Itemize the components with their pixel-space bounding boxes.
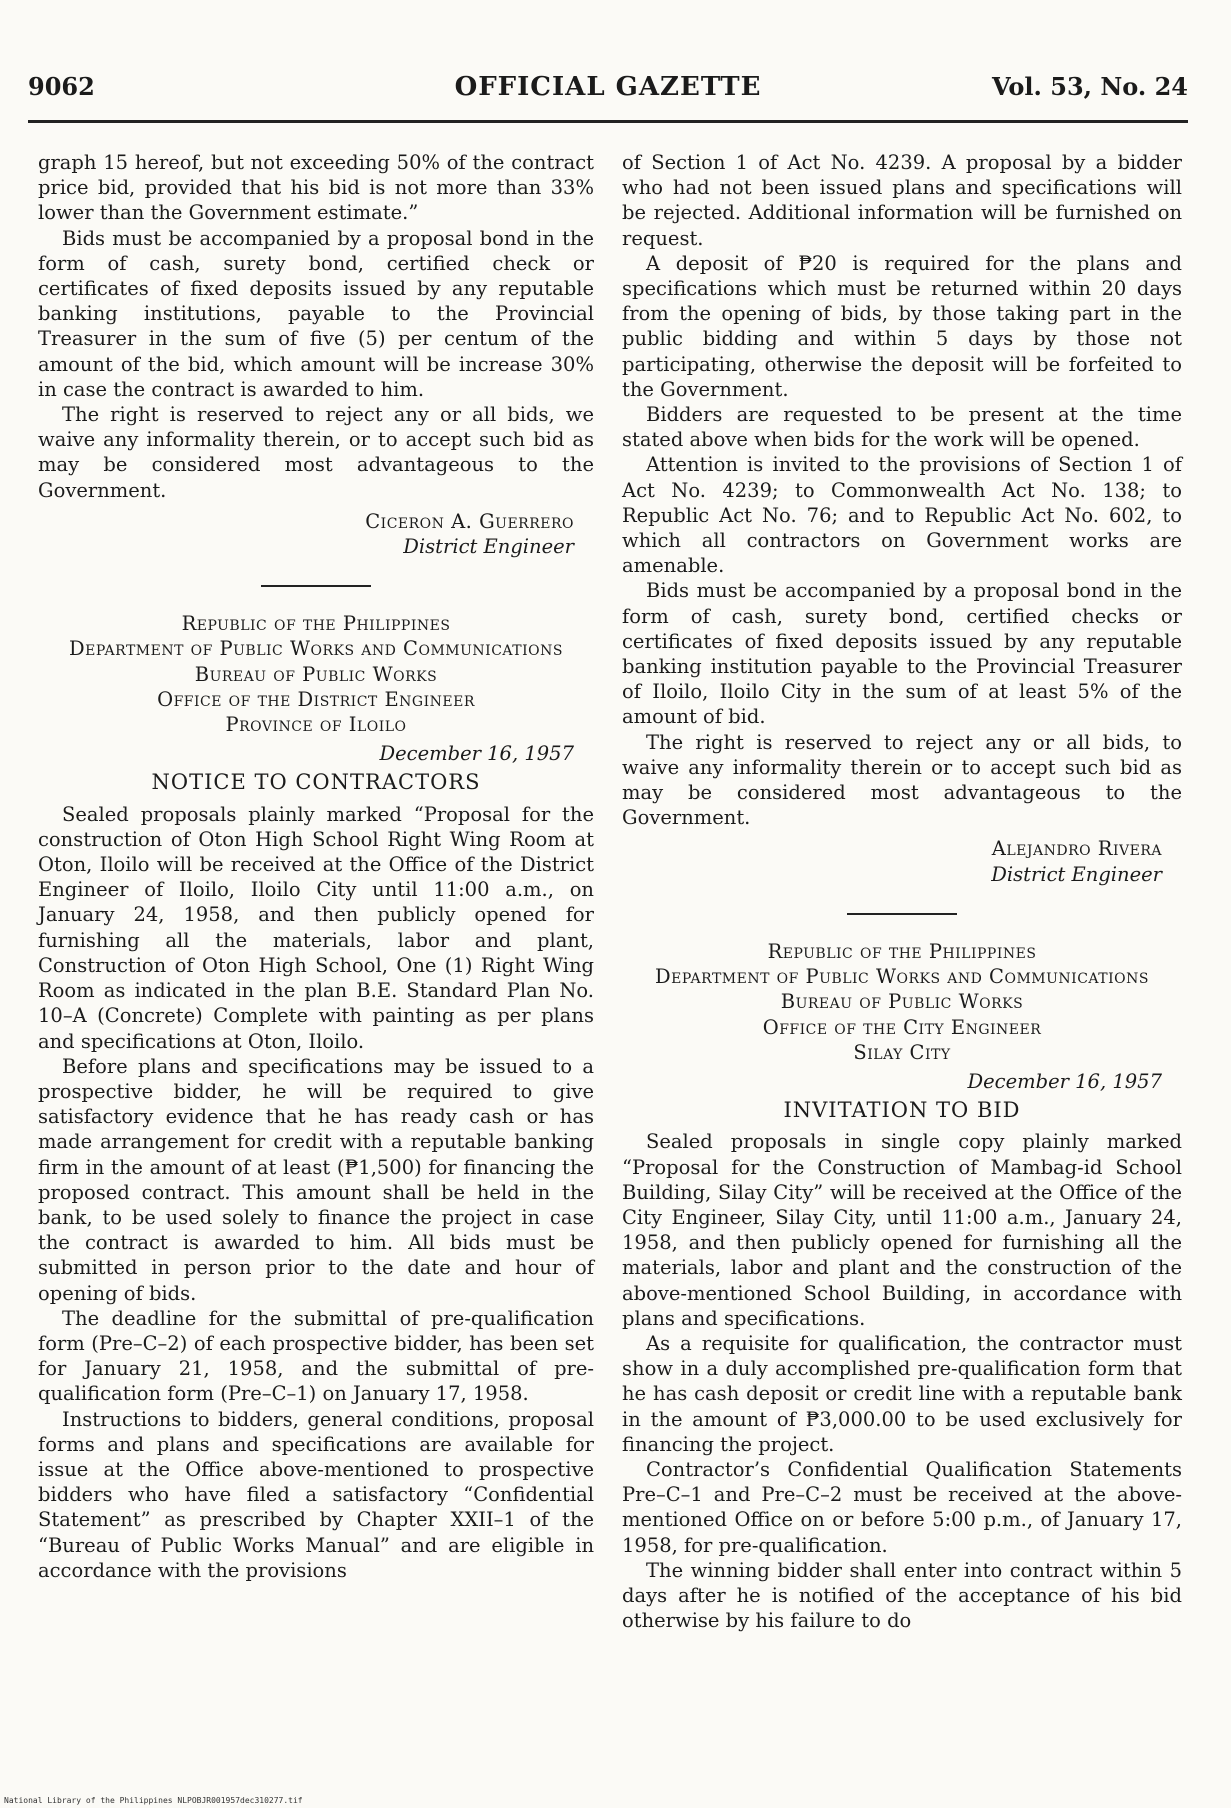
heading-line: Office of the District Engineer	[157, 687, 475, 711]
paragraph: Bidders are requested to be present at the time stated above when bids for the work will be opened.	[622, 403, 1182, 452]
paragraph: of Section 1 of Act No. 4239. A proposal by a bidder who had not been issued plans and specifications will be rejected. Additional information will be furnished on request.	[622, 151, 1182, 250]
page-header	[28, 72, 1188, 112]
section-divider	[261, 585, 371, 587]
heading-line: Department of Public Works and Communications	[655, 965, 1149, 989]
paragraph: Instructions to bidders, general conditions, proposal forms and plans and specifications are available for issue at the Office above-mentioned to prospective bidders who have filed a satisfactory “Confidential Statement” as prescribed by Chapter XXII–1 of the “Bureau of Public Works Manual” and are eligible in accordance with the provisions	[38, 1407, 594, 1582]
notice-date: December 16, 1957	[967, 1069, 1162, 1093]
publication-title: OFFICIAL GAZETTE	[454, 72, 762, 102]
heading-line: Bureau of Public Works	[194, 662, 438, 686]
signatory-name: Ciceron A. Guerrero	[365, 509, 574, 533]
paragraph: The right is reserved to reject any or all bids, to waive any informality therein or to accept such bid as may be considered most advantageous to the Government.	[622, 730, 1182, 830]
signatory-title: District Engineer	[403, 535, 574, 559]
signature-block	[38, 509, 574, 559]
heading-line: Province of Iloilo	[225, 713, 407, 737]
heading-line: Bureau of Public Works	[780, 990, 1024, 1014]
notice-date: December 16, 1957	[379, 742, 574, 766]
right-column	[622, 150, 1182, 1633]
paragraph: A deposit of ₱20 is required for the plans and specifications which must be returned within 20 days from the opening of bids, by those taking part in the public bidding and within 5 days by those not participating, otherwise the deposit will be forfeited to the Government.	[622, 251, 1182, 401]
paragraph: The right is reserved to reject any or all bids, we waive any informality therein, or to accept such bid as may be considered most advantageous to the Government.	[38, 403, 594, 502]
heading-line: Republic of the Philippines	[181, 612, 451, 636]
heading-line: Silay City	[853, 1040, 951, 1064]
signature-block	[622, 836, 1162, 886]
agency-heading	[38, 611, 594, 737]
left-column	[38, 150, 594, 1583]
paragraph: The deadline for the submittal of pre-qualification form (Pre–C–2) of each prospective bidder, has been set for January 21, 1958, and the submittal of pre-qualification form (Pre–C–1) on January 17, 1958.	[38, 1306, 594, 1406]
paragraph: Before plans and specifications may be issued to a prospective bidder, he will be required to give satisfactory evidence that he has ready cash or has made arrangement for credit with a reputable banking firm in the amount of at least (₱1,500) for financing the proposed contract. This amount shall be held in the bank, to be used solely to finance the project in case the contract is awarded to him. All bids must be submitted in person prior to the date and hour of opening of bids.	[38, 1054, 594, 1305]
signatory-name: Alejandro Rivera	[991, 837, 1162, 861]
section-divider	[847, 913, 957, 915]
heading-line: Department of Public Works and Communications	[69, 637, 563, 661]
volume-number: Vol. 53, No. 24	[992, 72, 1188, 101]
heading-line: Republic of the Philippines	[767, 939, 1037, 963]
notice-title: NOTICE TO CONTRACTORS	[151, 770, 481, 795]
paragraph: Sealed proposals in single copy plainly marked “Proposal for the Construction of Mambag-id School Building, Silay City” will be received at the Office of the City Engineer, Silay City, until 11:00 a.m., January 24, 1958, and then publicly opened for furnishing all the materials, labor and plant and the construction of the above-mentioned School Building, in accordance with plans and specifications.	[622, 1130, 1182, 1330]
paragraph: As a requisite for qualification, the contractor must show in a duly accomplished pre-qualification form that he has cash deposit or credit line with a reputable bank in the amount of ₱3,000.00 to be used exclusively for financing the project.	[622, 1331, 1182, 1456]
paragraph: Bids must be accompanied by a proposal bond in the form of cash, surety bond, certified checks or certificates of fixed deposits issued by any reputable banking institution payable to the Provincial Treasurer of Iloilo, Iloilo City in the sum of at least 5% of the amount of bid.	[622, 579, 1182, 729]
paragraph: The winning bidder shall enter into contract within 5 days after he is notified of the acceptance of his bid otherwise by his failure to do	[622, 1558, 1182, 1633]
page-number: 9062	[28, 72, 95, 101]
notice-title: INVITATION TO BID	[783, 1098, 1021, 1123]
paragraph: Sealed proposals plainly marked “Proposal for the construction of Oton High School Right Wing Room at Oton, Iloilo will be received at the Office of the District Engineer of Iloilo, Iloilo City until 11:00 a.m., on January 24, 1958, and then publicly opened for furnishing all the materials, labor and plant, Construction of Oton High School, One (1) Right Wing Room as indicated in the plan B.E. Standard Plan No. 10–A (Concrete) Complete with painting as per plans and specifications at Oton, Iloilo.	[38, 802, 594, 1053]
signatory-title: District Engineer	[991, 862, 1162, 886]
scan-footer: National Library of the Philippines NLPOBJR001957dec310277.tif	[4, 1796, 303, 1805]
header-rule	[28, 120, 1188, 123]
paragraph: Contractor’s Confidential Qualification Statements Pre–C–1 and Pre–C–2 must be received at the above-mentioned Office on or before 5:00 p.m., of January 17, 1958, for pre-qualification.	[622, 1457, 1182, 1557]
paragraph: Bids must be accompanied by a proposal bond in the form of cash, surety bond, certified check or certificates of fixed deposits issued by any reputable banking institutions, payable to the Provincial Treasurer in the sum of five (5) per centum of the amount of the bid, which amount will be increase 30% in case the contract is awarded to him.	[38, 226, 594, 401]
paragraph: Attention is invited to the provisions of Section 1 of Act No. 4239; to Commonwealth Act No. 138; to Republic Act No. 76; and to Republic Act No. 602, to which all contractors on Government works are amenable.	[622, 453, 1182, 578]
agency-heading	[622, 939, 1182, 1065]
heading-line: Office of the City Engineer	[762, 1015, 1042, 1039]
paragraph: graph 15 hereof, but not exceeding 50% of the contract price bid, provided that his bid is not more than 33% lower than the Government estimate.”	[38, 151, 594, 225]
